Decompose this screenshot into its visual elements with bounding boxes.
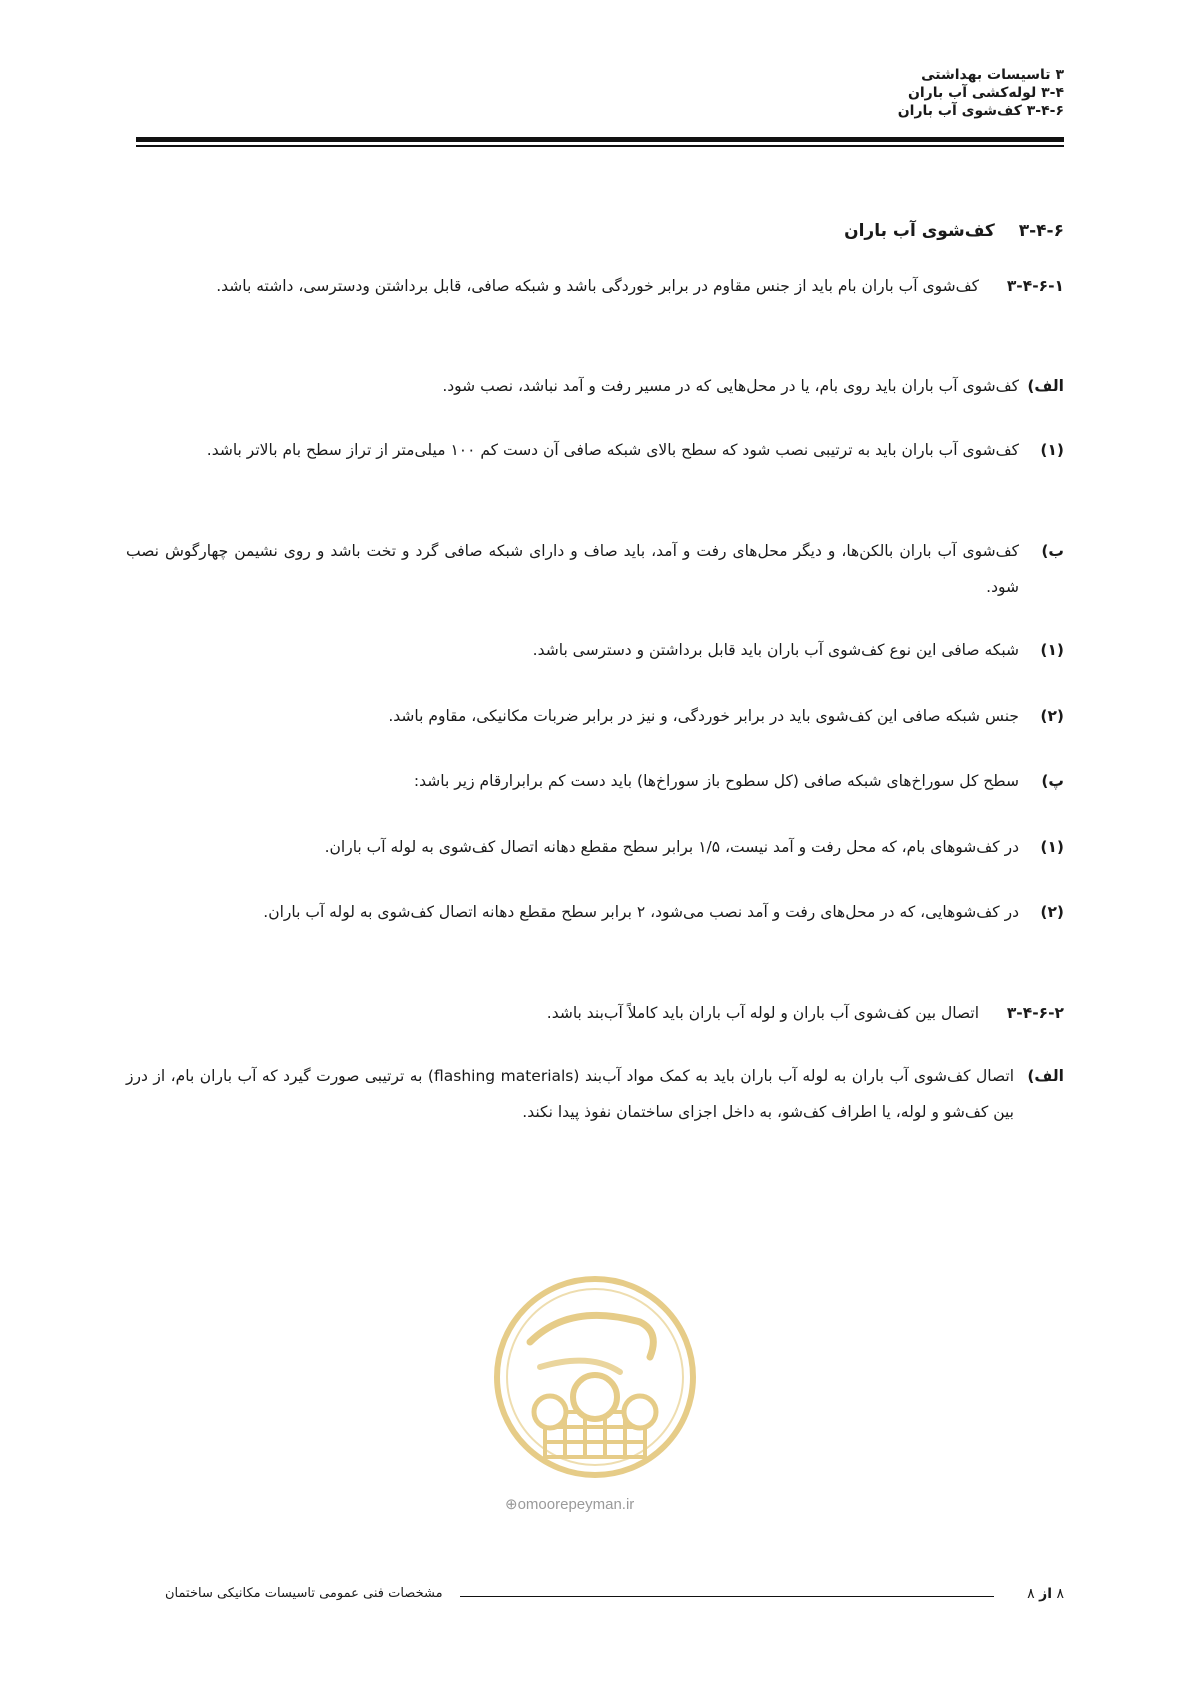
clause-label: ب)	[1041, 542, 1064, 560]
clause-row	[126, 763, 1064, 799]
watermark-site	[505, 1495, 634, 1513]
footer-rule	[460, 1596, 994, 1597]
clause-label: (۱)	[1040, 838, 1064, 856]
clause-text: جنس شبکه صافی این کف‌شوی باید در برابر خوردگی، و نیز در برابر ضربات مکانیکی، مقاوم باشد.	[388, 707, 1019, 725]
clause-label: الف)	[1027, 377, 1064, 395]
clause-row	[126, 533, 1064, 605]
clause-text: اتصال بین کف‌شوی آب باران و لوله آب باران باید کاملاً آب‌بند باشد.	[546, 1004, 979, 1022]
header-line-3: ۳-۴-۶ کف‌شوی آب باران	[897, 103, 1064, 119]
clause-text: کف‌شوی آب باران باید به ترتیبی نصب شود که سطح بالای شبکه صافی آن دست کم ۱۰۰ میلی‌متر از تراز سطح بام بالاتر باشد.	[206, 441, 1019, 459]
clause-row	[126, 995, 1064, 1031]
clause-text: کف‌شوی آب باران باید روی بام، یا در محل‌هایی که در مسیر رفت و آمد نباشد، نصب شود.	[442, 377, 1019, 395]
running-header	[898, 66, 1064, 120]
clause-row	[126, 894, 1064, 930]
clause-label: (۱)	[1040, 441, 1064, 459]
page-total: ۸	[1027, 1586, 1035, 1602]
page-of-label: از	[1039, 1586, 1053, 1602]
clause-row	[126, 632, 1064, 668]
clause-label: ۳-۴-۶-۱	[1006, 277, 1064, 295]
clause-label: پ)	[1041, 772, 1064, 790]
section-title: کف‌شوی آب باران	[844, 221, 995, 241]
clause-label: (۱)	[1040, 641, 1064, 659]
watermark-site-text: omoorepeyman.ir	[517, 1496, 635, 1513]
page-current: ۸	[1056, 1586, 1064, 1602]
clause-text: کف‌شوی آب باران بام باید از جنس مقاوم در برابر خوردگی باشد و شبکه صافی، قابل برداشتن ودسترسی، داشته باشد.	[216, 277, 979, 295]
watermark-logo-icon	[490, 1272, 700, 1482]
clause-text: اتصال کف‌شوی آب باران به لوله آب باران باید به کمک مواد آب‌بند (flashing materials) به ترتیبی صورت گیرد که آب باران بام، از درز بین کف‌شو و لوله، یا اطراف کف‌شو، به داخل اجزای ساختمان نفوذ پیدا نکند.	[126, 1067, 1015, 1121]
clause-row	[126, 268, 1064, 304]
clause-row	[126, 698, 1064, 734]
header-line-2: ۳-۴ لوله‌کشی آب باران	[907, 85, 1064, 101]
clause-label: الف)	[1027, 1067, 1064, 1085]
clause-label: (۲)	[1040, 903, 1064, 921]
watermark-globe-icon: ⊕	[505, 1496, 518, 1513]
clause-row	[126, 432, 1064, 468]
clause-text: سطح کل سوراخ‌های شبکه صافی (کل سطوح باز سوراخ‌ها) باید دست کم برابرارقام زیر باشد:	[413, 772, 1019, 790]
header-line-1: ۳ تاسیسات بهداشتی	[921, 67, 1064, 83]
header-rule-thick	[136, 137, 1064, 142]
clause-label: (۲)	[1040, 707, 1064, 725]
footer-doc-title: مشخصات فنی عمومی تاسیسات مکانیکی ساختمان	[165, 1586, 443, 1601]
clause-row	[126, 829, 1064, 865]
section-heading	[844, 221, 1064, 241]
clause-row	[126, 368, 1064, 404]
clause-text: شبکه صافی این نوع کف‌شوی آب باران باید قابل برداشتن و دسترسی باشد.	[532, 641, 1019, 659]
header-rule-thin	[136, 145, 1064, 147]
clause-row	[126, 1058, 1064, 1130]
clause-text: در کف‌شوهایی، که در محل‌های رفت و آمد نصب می‌شود، ۲ برابر سطح مقطع دهانه اتصال کف‌شوی به لوله آب باران.	[263, 903, 1019, 921]
clause-label: ۳-۴-۶-۲	[1006, 1004, 1064, 1022]
clause-text: کف‌شوی آب باران بالکن‌ها، و دیگر محل‌های رفت و آمد، باید صاف و دارای شبکه صافی گرد و تخت باشد و روی نشیمن چهارگوش نصب شود.	[126, 542, 1019, 596]
page-number	[1027, 1586, 1064, 1602]
clause-text: در کف‌شوهای بام، که محل رفت و آمد نیست، ۱/۵ برابر سطح مقطع دهانه اتصال کف‌شوی به لوله آب باران.	[324, 838, 1019, 856]
section-number: ۳-۴-۶	[1018, 221, 1064, 241]
